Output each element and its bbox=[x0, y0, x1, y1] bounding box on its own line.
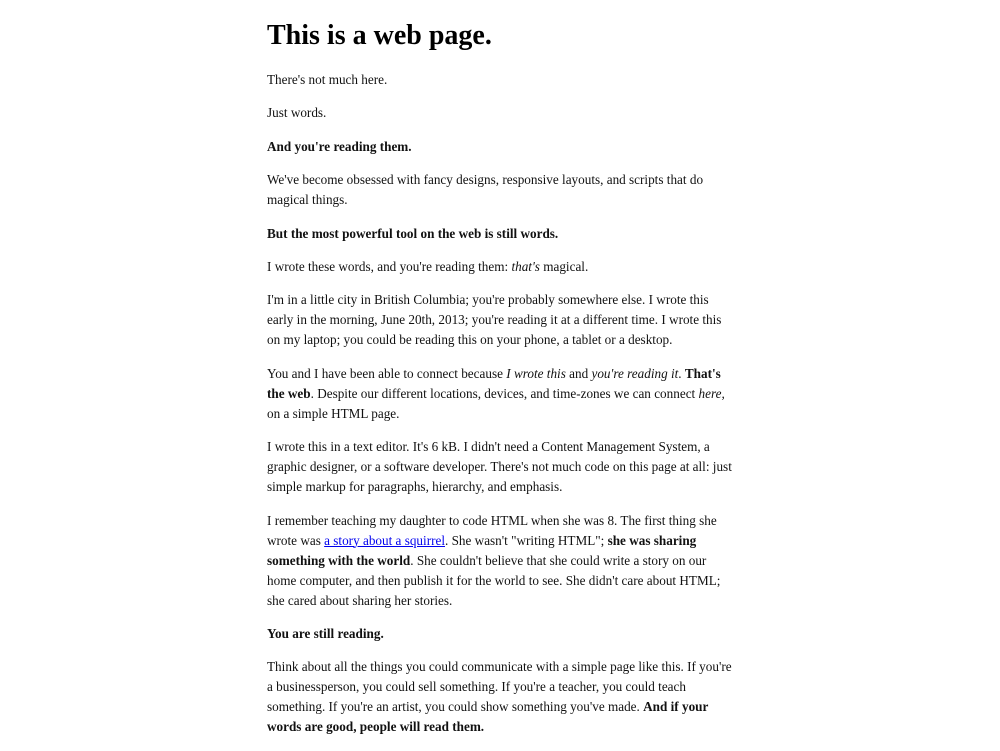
paragraph-8 bbox=[267, 364, 733, 424]
paragraph-8-text-e: . bbox=[678, 365, 685, 381]
paragraph-11 bbox=[267, 624, 733, 644]
paragraph-8-italic-h: here, bbox=[698, 385, 725, 401]
paragraph-6-text-a: I wrote these words, and you're reading them: bbox=[267, 258, 512, 274]
paragraph-10 bbox=[267, 511, 733, 611]
paragraph-8-text-i: on a simple HTML page. bbox=[267, 405, 400, 421]
paragraph-3 bbox=[267, 137, 733, 157]
paragraph-10-text-b: . She wasn't "writing HTML"; bbox=[445, 532, 608, 548]
paragraph-10-bold-c: she was sharing something with the world bbox=[267, 532, 697, 568]
paragraph-11-bold: You are still reading. bbox=[267, 625, 384, 641]
paragraph-3-bold: And you're reading them. bbox=[267, 138, 412, 154]
paragraph-8-text-c: and bbox=[565, 365, 592, 381]
paragraph-12 bbox=[267, 657, 733, 737]
paragraph-6-text-c: magical. bbox=[539, 258, 589, 274]
paragraph-8-text-g: . Despite our different locations, devices, and time-zones we can connect bbox=[310, 385, 699, 401]
paragraph-8-italic-b: I wrote this bbox=[506, 365, 566, 381]
paragraph-7: I'm in a little city in British Columbia; you're probably somewhere else. I wrote this early in the morning, June 20th, 2013; you're reading it at a different time. I wrote this on my laptop; you could be reading this on your phone, a tablet or a desktop. bbox=[267, 292, 722, 348]
paragraph-9: I wrote this in a text editor. It's 6 kB. I didn't need a Content Management System, a graphic designer, or a software developer. There's not much code on this page at all: just simple markup for paragraphs, hierarchy, and emphasis. bbox=[267, 439, 732, 495]
paragraph-10-text-d: . She couldn't believe that she could write a story on our home computer, and then publish it for the world to see. She didn't care about HTML; she cared about sharing her stories. bbox=[267, 552, 721, 608]
paragraph-5-bold: But the most powerful tool on the web is still words. bbox=[267, 225, 559, 241]
paragraph-2: Just words. bbox=[267, 105, 327, 121]
paragraph-8-bold-f: That's the web bbox=[267, 365, 721, 401]
paragraph-8-italic-d: you're reading it bbox=[591, 365, 679, 381]
paragraph-12-text-a: Think about all the things you could communicate with a simple page like this. If you're a businessperson, you could sell something. If you're a teacher, you could teach something. If you're an artist, you could show something you've made. bbox=[267, 659, 732, 715]
page-title: This is a web page. bbox=[267, 20, 492, 51]
article bbox=[267, 0, 733, 751]
paragraph-4: We've become obsessed with fancy designs, responsive layouts, and scripts that do magical things. bbox=[267, 172, 704, 208]
squirrel-story-link[interactable]: a story about a squirrel bbox=[324, 532, 445, 548]
paragraph-8-text-a: You and I have been able to connect because bbox=[267, 365, 507, 381]
paragraph-5 bbox=[267, 224, 733, 244]
paragraph-10-text-a: I remember teaching my daughter to code HTML when she was 8. The first thing she wrote was bbox=[267, 512, 717, 548]
paragraph-12-bold-b: And if your words are good, people will read them. bbox=[267, 699, 709, 735]
paragraph-1: There's not much here. bbox=[267, 72, 388, 87]
paragraph-6 bbox=[267, 257, 733, 277]
paragraph-6-italic: that's bbox=[511, 258, 540, 274]
